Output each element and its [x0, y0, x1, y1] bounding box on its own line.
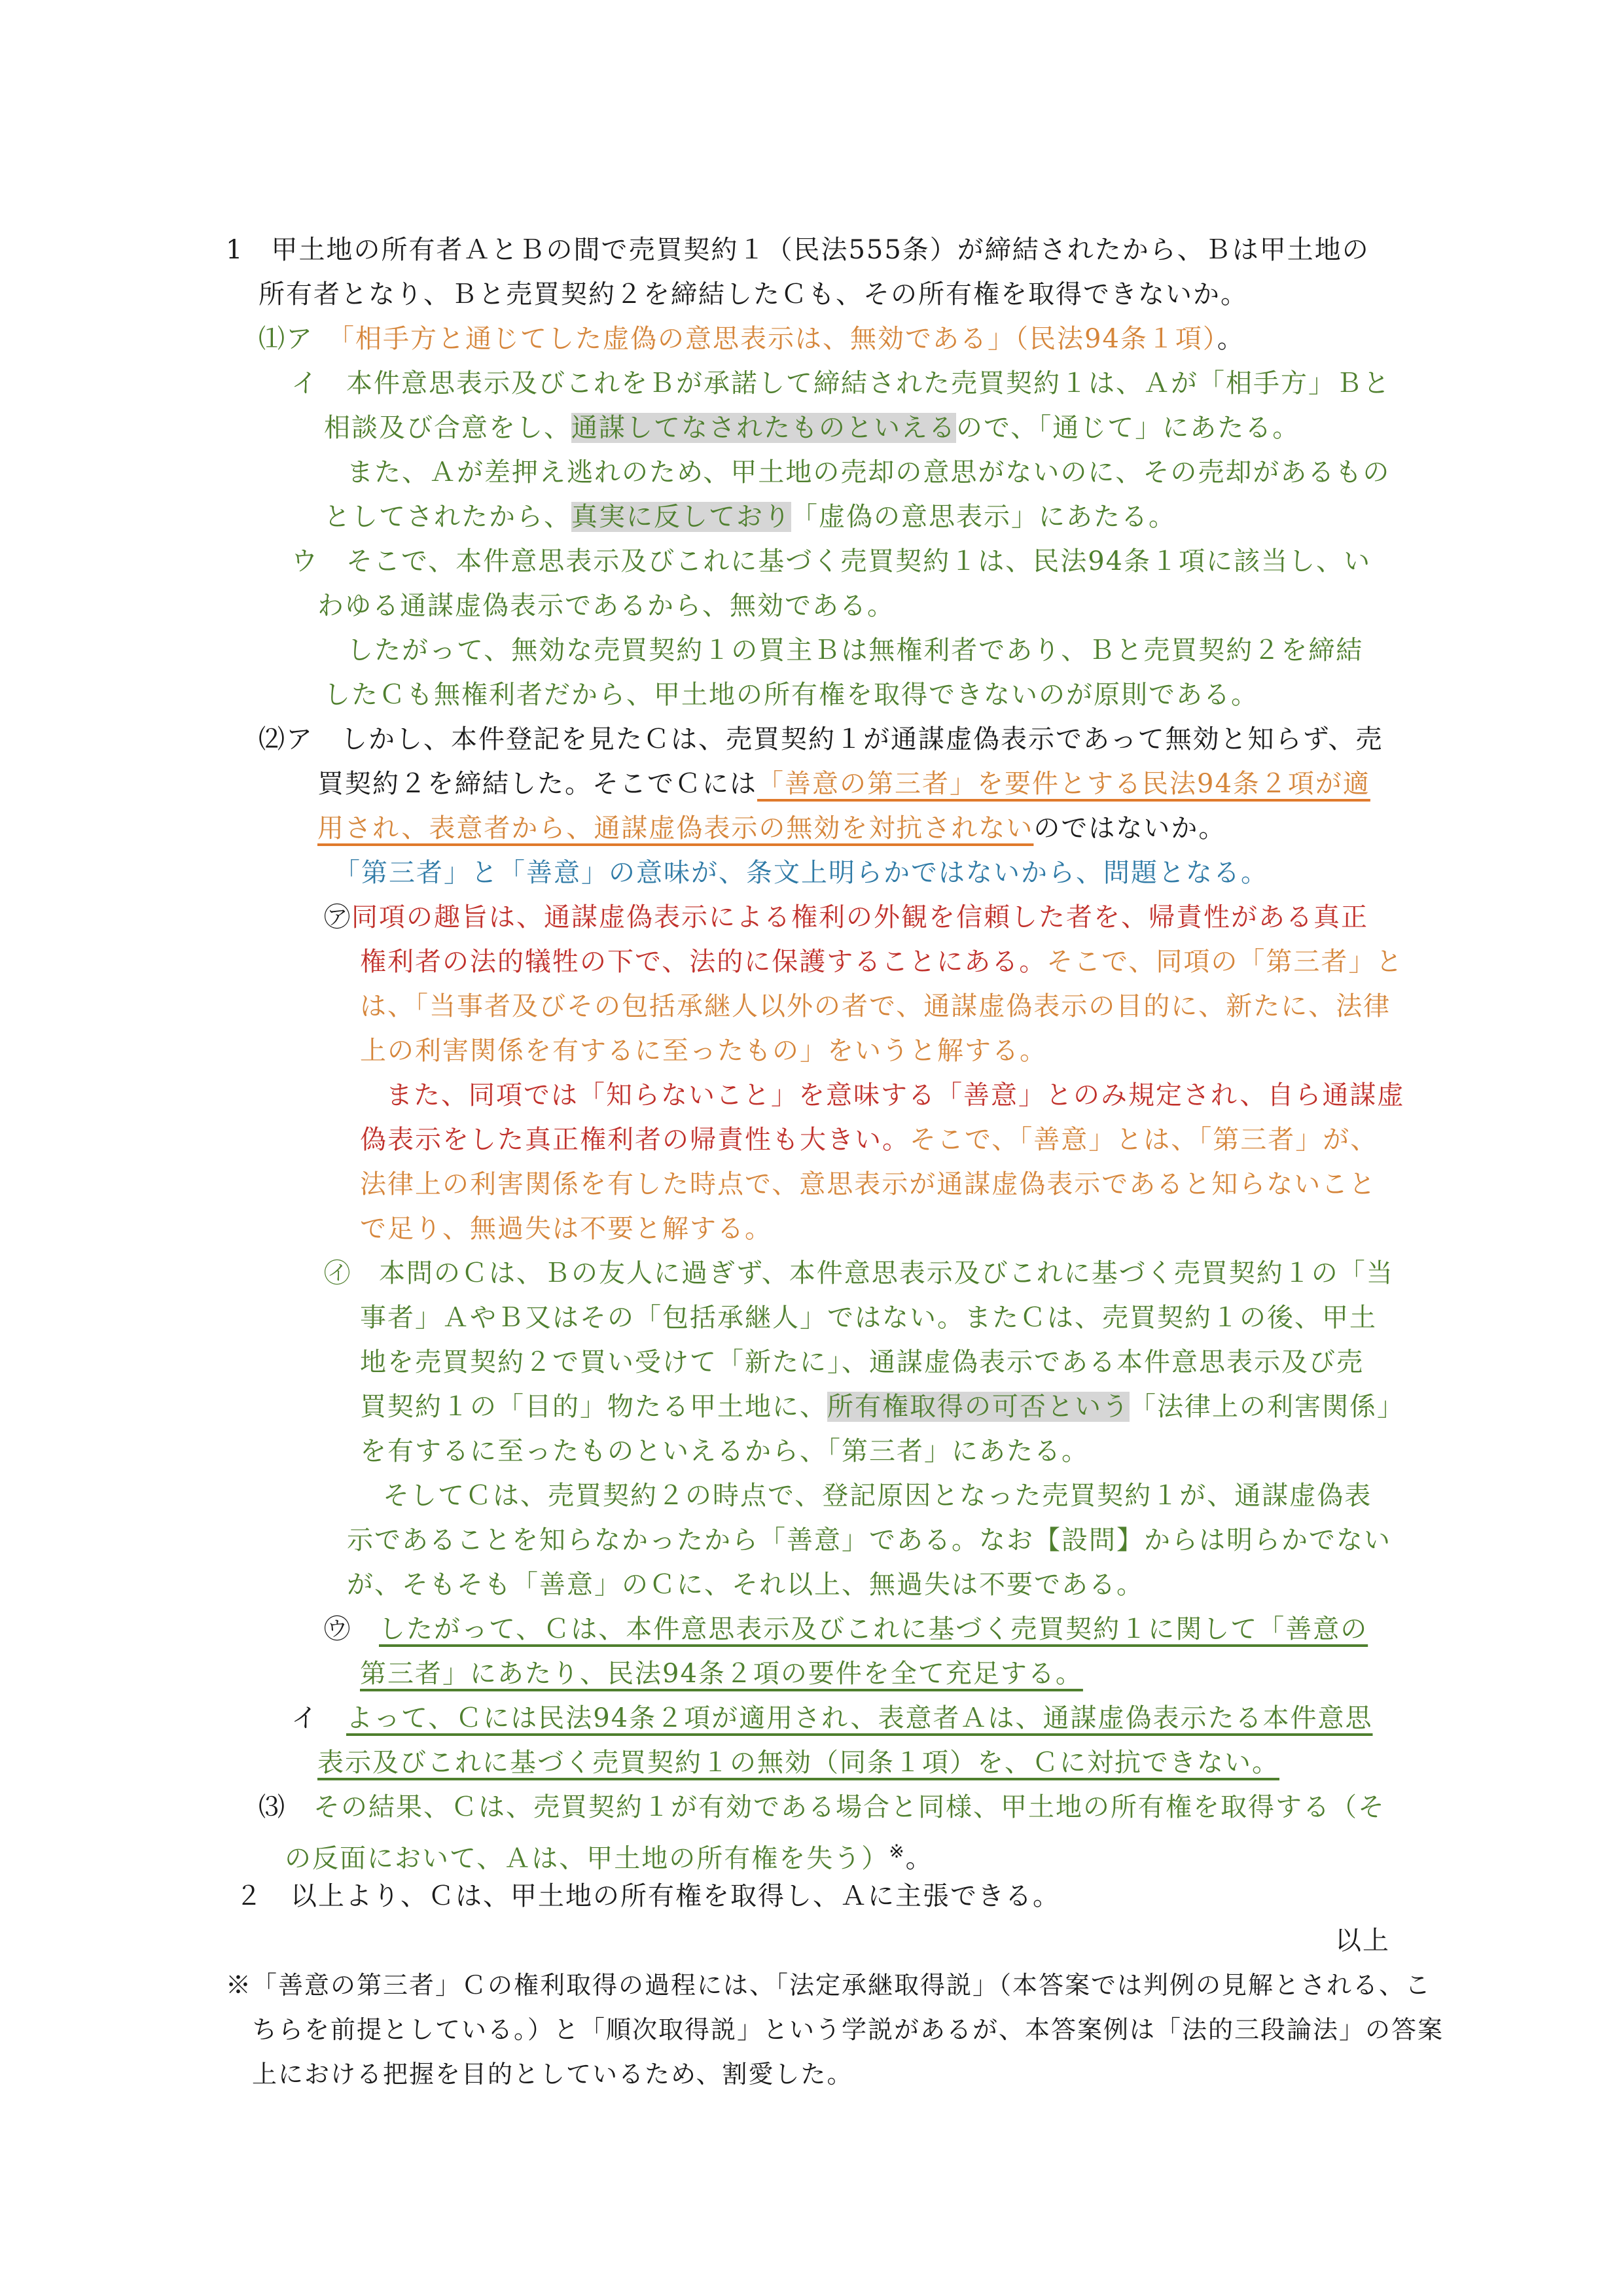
application-line-6: そしてＣは、売買契約２の時点で、登記原因となった売買契約１が、通謀虚偽表 [383, 1481, 1372, 1511]
issue-line-1: ⑵ア しかし、本件登記を見たＣは、売買契約１が通謀虚偽表示であって無効と知らず、売 [259, 724, 1383, 754]
norm-a-line-1: ㋐同項の趣旨は、通謀虚偽表示による権利の外観を信頼した者を、帰責性がある真正 [324, 902, 1368, 932]
section-2-line: ２ 以上より、Ｃは、甲土地の所有権を取得し、Ａに主張できる。 [236, 1881, 1060, 1911]
rule-statement-line: ⑴ア 「相手方と通じてした虚偽の意思表示は、無効である」（民法94条１項）。 [259, 324, 1245, 354]
norm-a-line-7: 法律上の利害関係を有した時点で、意思表示が通謀虚偽表示であると知らないこと [360, 1169, 1377, 1199]
norm-a-line-6: 偽表示をした真正権利者の帰責性も大きい。そこで、「善意」とは、「第三者」が、 [360, 1125, 1378, 1155]
norm-a-line-8: で足り、無過失は不要と解する。 [360, 1214, 772, 1244]
footnote-line-1: ※「善意の第三者」Ｃの権利取得の過程には、「法定承継取得説」（本答案では判例の見解とされる、こ [226, 1971, 1432, 2000]
section-1-line-1: 1 甲土地の所有者ＡとＢの間で売買契約１（民法555条）が締結されたから、Ｂは甲土地の [226, 235, 1370, 265]
application-line-4: 買契約１の「目的」物たる甲土地に、所有権取得の可否という「法律上の利害関係」 [360, 1392, 1404, 1422]
issue-line-3: 用され、表意者から、通謀虚偽表示の無効を対抗されないのではないか。 [317, 813, 1226, 843]
fact-i-line-2: 相談及び合意をし、通謀してなされたものといえるので、「通じて」にあたる。 [324, 413, 1300, 443]
footnote-line-3: 上における把握を目的としているため、割愛した。 [252, 2060, 853, 2089]
section-1-line-2: 所有者となり、Ｂと売買契約２を締結したＣも、その所有権を取得できないか。 [259, 279, 1248, 309]
closing-mark: 以上 [1335, 1926, 1390, 1956]
conclusion-u-line-2: 第三者」にあたり、民法94条２項の要件を全て充足する。 [360, 1659, 1083, 1689]
application-line-1: ㋑ 本問のＣは、Ｂの友人に過ぎず、本件意思表示及びこれに基づく売買契約１の「当 [324, 1258, 1394, 1288]
norm-a-line-5: また、同項では「知らないこと」を意味する「善意」とのみ規定され、自ら通謀虚 [386, 1080, 1405, 1110]
application-line-5: を有するに至ったものといえるから、「第三者」にあたる。 [360, 1436, 1089, 1466]
application-line-3: 地を売買契約２で買い受けて「新たに」、通謀虚偽表示である本件意思表示及び売 [360, 1347, 1364, 1377]
application-line-2: 事者」ＡやＢ又はその「包括承継人」ではない。またＣは、売買契約１の後、甲土 [360, 1303, 1377, 1333]
fact-u-line-3: したがって、無効な売買契約１の買主Ｂは無権利者であり、Ｂと売買契約２を締結 [347, 635, 1364, 665]
conclusion-i-line-2: 表示及びこれに基づく売買契約１の無効（同条１項）を、Ｃに対抗できない。 [317, 1748, 1279, 1778]
fact-i-line-3: また、Ａが差押え逃れのため、甲土地の売却の意思がないのに、その売却があるもの [347, 457, 1391, 487]
application-line-7: 示であることを知らなかったから「善意」である。なお【設問】からは明らかでない [347, 1525, 1391, 1555]
fact-i-line-1: イ 本件意思表示及びこれをＢが承諾して締結された売買契約１は、Ａが「相手方」Ｂと [291, 368, 1391, 398]
fact-i-line-4: としてされたから、真実に反しており「虚偽の意思表示」にあたる。 [324, 502, 1176, 532]
norm-a-line-3: は、「当事者及びその包括承継人以外の者で、通謀虚偽表示の目的に、新たに、法律 [360, 991, 1391, 1021]
conclusion-i-line-1: イ よって、Ｃには民法94条２項が適用され、表意者Ａは、通謀虚偽表示たる本件意思 [291, 1703, 1373, 1733]
result-line-2: の反面において、Ａは、甲土地の所有権を失う）※。 [285, 1841, 933, 1874]
conclusion-u-line-1: ㋒ したがって、Ｃは、本件意思表示及びこれに基づく売買契約１に関して「善意の [324, 1614, 1368, 1644]
result-line-1: ⑶ その結果、Ｃは、売買契約１が有効である場合と同様、甲土地の所有権を取得する（そ [259, 1792, 1385, 1822]
fact-u-line-4: したＣも無権利者だから、甲土地の所有権を取得できないのが原則である。 [324, 680, 1258, 710]
issue-question-line: 「第三者」と「善意」の意味が、条文上明らかではないから、問題となる。 [334, 858, 1268, 888]
norm-a-line-4: 上の利害関係を有するに至ったもの」をいうと解する。 [360, 1036, 1047, 1066]
application-line-8: が、そもそも「善意」のＣに、それ以上、無過失は不要である。 [347, 1570, 1144, 1600]
footnote-line-2: ちらを前提としている。）と「順次取得説」という学説があるが、本答案例は「法的三段論法」の答案 [252, 2015, 1444, 2044]
fact-u-line-1: ウ そこで、本件意思表示及びこれに基づく売買契約１は、民法94条１項に該当し、い [291, 546, 1372, 576]
fact-u-line-2: わゆる通謀虚偽表示であるから、無効である。 [317, 591, 895, 621]
norm-a-line-2: 権利者の法的犠牲の下で、法的に保護することにある。そこで、同項の「第三者」と [360, 947, 1404, 977]
issue-line-2: 買契約２を締結した。そこでＣには「善意の第三者」を要件とする民法94条２項が適 [317, 769, 1370, 799]
